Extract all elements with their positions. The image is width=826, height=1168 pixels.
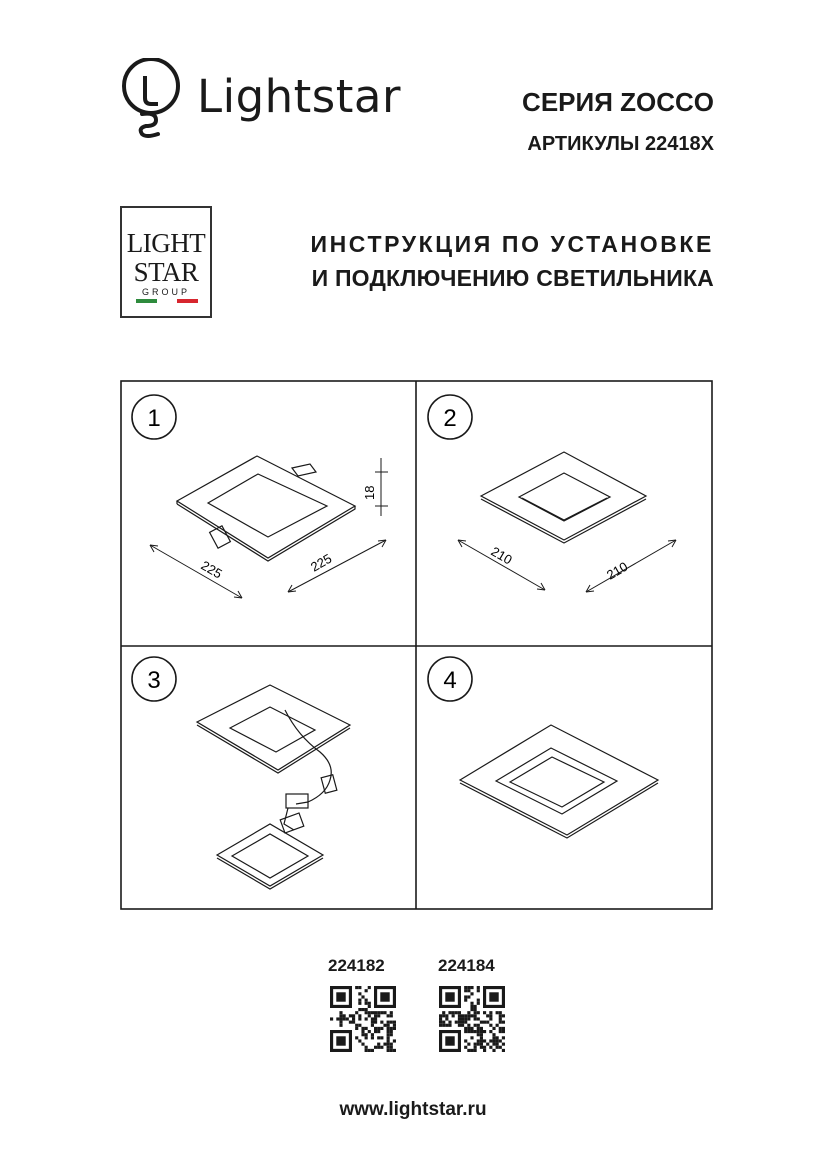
step-number: 3 [147, 667, 161, 694]
qr-code-icon[interactable] [330, 986, 396, 1052]
stamp-line-1: LIGHT [126, 228, 206, 258]
website-link[interactable]: www.lightstar.ru [339, 1099, 487, 1120]
dimension-label: 225 [198, 557, 225, 582]
step-number: 1 [147, 405, 161, 432]
panel-light-drawing [177, 456, 355, 561]
brand-name: Lightstar [197, 70, 401, 123]
dimension-label: 225 [308, 550, 335, 575]
step-2-panel [428, 395, 676, 592]
step-1-panel [132, 395, 388, 598]
panel-light-drawing [197, 685, 350, 889]
article-code: 224184 [438, 956, 495, 975]
installation-steps-grid [120, 380, 713, 910]
italian-flag-stripe [136, 299, 198, 303]
instruction-title-line-1: ИНСТРУКЦИЯ ПО УСТАНОВКЕ [310, 231, 714, 257]
light-star-group-stamp [120, 206, 212, 318]
dimension-label: 210 [604, 558, 631, 583]
panel-light-drawing [460, 725, 658, 838]
dimension-label: 210 [488, 543, 515, 568]
panel-light-drawing [481, 452, 646, 543]
qr-code-icon[interactable] [439, 986, 505, 1052]
stamp-line-2: STAR [133, 257, 199, 287]
step-number: 4 [443, 667, 457, 694]
step-number: 2 [443, 405, 457, 432]
step-4-panel [428, 657, 658, 838]
article-code: 224182 [328, 956, 385, 975]
dimension-lines [458, 540, 676, 592]
step-3-panel [132, 657, 350, 889]
series-title: СЕРИЯ ZOCCO [522, 87, 714, 117]
dimension-label: 18 [362, 485, 377, 500]
instruction-title-line-2: И ПОДКЛЮЧЕНИЮ СВЕТИЛЬНИКА [311, 265, 714, 291]
articles-title: АРТИКУЛЫ 22418Х [527, 133, 714, 155]
stamp-line-3: GROUP [141, 287, 190, 297]
